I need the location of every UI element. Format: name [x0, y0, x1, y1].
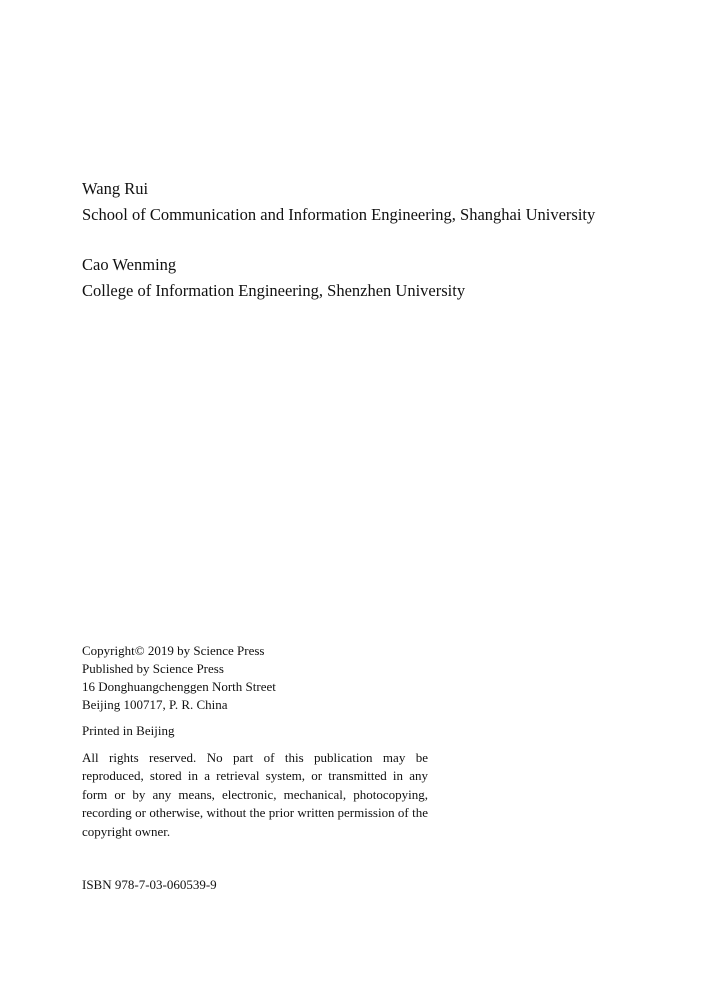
- author-name: Cao Wenming: [82, 255, 177, 274]
- address-city: Beijing 100717, P. R. China: [82, 697, 228, 712]
- isbn: ISBN 978-7-03-060539-9: [82, 877, 217, 892]
- printed-in: Printed in Beijing: [82, 723, 175, 738]
- author-affiliation: School of Communication and Information Engineering, Shanghai University: [82, 205, 596, 224]
- publisher-line: Published by Science Press: [82, 661, 224, 676]
- author-affiliation: College of Information Engineering, Shenzhen University: [82, 281, 466, 300]
- copyright-block: [82, 642, 428, 841]
- address-street: 16 Donghuangchenggen North Street: [82, 679, 276, 694]
- author-name: Wang Rui: [82, 179, 149, 198]
- copyright-notice: Copyright© 2019 by Science Press: [82, 643, 265, 658]
- rights-statement: All rights reserved. No part of this publication may be reproduced, stored in a retrieval system, or transmitted in any form or by any means, electronic, mechanical, photocopying, recording or otherwise, without the prior written permission of the copyright owner.: [82, 750, 428, 839]
- author-block: [82, 176, 682, 228]
- author-block: [82, 252, 682, 304]
